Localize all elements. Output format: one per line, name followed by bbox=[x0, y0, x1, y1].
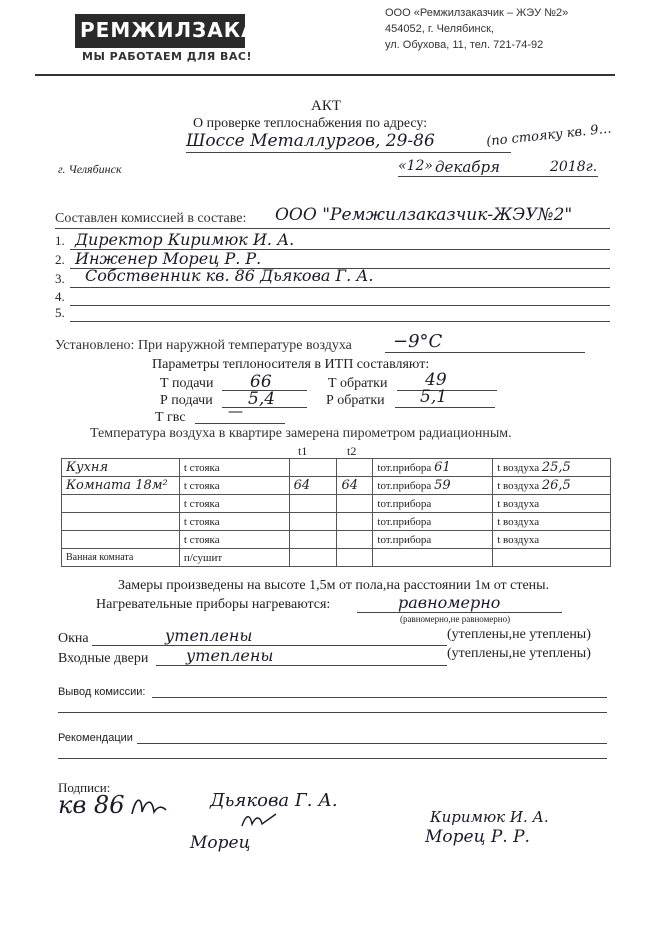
stoyak-label: t стояка bbox=[179, 513, 289, 531]
signature-scribble-owner bbox=[128, 792, 168, 820]
outdoor-temp-handwritten: −9°С bbox=[393, 331, 443, 352]
company-name: ООО «Ремжилзаказчик – ЖЭУ №2» bbox=[385, 7, 569, 19]
commission-org-handwritten: ООО "Ремжилзаказчик-ЖЭУ№2" bbox=[275, 205, 573, 225]
t2-value bbox=[337, 513, 373, 531]
air-measurement-title: Температура воздуха в квартире замерена пирометром радиационным. bbox=[90, 426, 512, 441]
stoyak-label: t стояка bbox=[179, 495, 289, 513]
company-city: 454052, г. Челябинск, bbox=[385, 23, 494, 35]
city-label: г. Челябинск bbox=[58, 162, 122, 176]
address-note-handwritten: (по стояку кв. 9… bbox=[485, 121, 613, 150]
t1-value: 64 bbox=[289, 477, 337, 495]
room-name bbox=[62, 513, 180, 531]
air-label: t воздуха bbox=[493, 531, 611, 549]
table-row bbox=[62, 477, 611, 495]
commission-label: Составлен комиссией в составе: bbox=[55, 211, 247, 226]
room-name bbox=[62, 495, 180, 513]
air-value: 25,5 bbox=[541, 460, 571, 475]
member-num-4: 4. bbox=[55, 289, 65, 304]
date-line bbox=[398, 176, 598, 177]
date-day: «12» bbox=[398, 158, 433, 174]
heating-hint: (равномерно,не равномерно) bbox=[400, 614, 511, 624]
t1-value bbox=[289, 513, 337, 531]
windows-hint: (утеплены,не утеплены) bbox=[447, 627, 591, 642]
t2-value bbox=[337, 459, 373, 477]
t-supply-value: 66 bbox=[250, 372, 272, 392]
stoyak-label: t стояка bbox=[179, 531, 289, 549]
logo-slogan: МЫ РАБОТАЕМ ДЛЯ ВАС! bbox=[82, 50, 253, 63]
member-2: Инженер Морец Р. Р. bbox=[75, 249, 262, 268]
air-cell bbox=[493, 477, 611, 495]
signature-engineer-short: Морец bbox=[190, 833, 251, 853]
params-title: Параметры теплоносителя в ИТП составляют: bbox=[152, 357, 430, 372]
stoyak-label: t стояка bbox=[179, 459, 289, 477]
date-year: 2018г. bbox=[550, 159, 598, 175]
air-label: t воздуха bbox=[493, 513, 611, 531]
company-logo: РЕМЖИЛЗАКАЗЧИК bbox=[80, 18, 326, 42]
doc-subtitle: О проверке теплоснабжения по адресу: bbox=[193, 116, 428, 131]
address-handwritten: Шоссе Металлургов, 29-86 bbox=[186, 131, 435, 151]
t-return-value: 49 bbox=[425, 370, 447, 390]
table-row bbox=[62, 513, 611, 531]
doors-value-handwritten: утеплены bbox=[186, 646, 274, 665]
p-return-label: Р обратки bbox=[326, 393, 385, 408]
signature-owner-name: Дьякова Г. А. bbox=[210, 790, 338, 811]
member-1: Директор Киримюк И. А. bbox=[75, 230, 295, 249]
p-return-value: 5,1 bbox=[420, 387, 448, 407]
room-name: Ванная комната bbox=[62, 549, 180, 567]
t2-value: 64 bbox=[337, 477, 373, 495]
room-name: Кухня bbox=[62, 459, 180, 477]
device-label: tот.прибора bbox=[377, 480, 432, 492]
member-num-2: 2. bbox=[55, 252, 65, 267]
windows-value-handwritten: утеплены bbox=[165, 626, 253, 645]
device-value: 61 bbox=[434, 460, 451, 475]
air-label: t воздуха bbox=[493, 495, 611, 513]
table-row bbox=[62, 459, 611, 477]
t-return-label: Т обратки bbox=[328, 376, 388, 391]
t1-value bbox=[289, 549, 337, 567]
device-label: tот.прибора bbox=[373, 495, 493, 513]
t-gvs-line bbox=[195, 423, 285, 424]
t1-value bbox=[289, 459, 337, 477]
member-3: Собственник кв. 86 Дьякова Г. А. bbox=[85, 266, 374, 285]
member-num-1: 1. bbox=[55, 233, 65, 248]
recommendations-line-1 bbox=[137, 743, 607, 744]
commission-line bbox=[55, 228, 610, 229]
conclusion-label: Вывод комиссии: bbox=[58, 686, 146, 698]
outdoor-temp-line bbox=[385, 352, 585, 353]
col-t2-header: t2 bbox=[347, 444, 357, 458]
air-label: t воздуха bbox=[497, 462, 540, 474]
company-address: ул. Обухова, 11, тел. 721-74-92 bbox=[385, 39, 544, 51]
t2-value bbox=[337, 531, 373, 549]
doors-line bbox=[156, 665, 447, 666]
device-label: tот.прибора bbox=[377, 462, 432, 474]
header-divider bbox=[35, 74, 615, 76]
doc-title: АКТ bbox=[311, 98, 341, 114]
col-t1-header: t1 bbox=[298, 444, 308, 458]
heating-label: Нагревательные приборы нагреваются: bbox=[96, 597, 331, 612]
heating-value-handwritten: равномерно bbox=[398, 593, 501, 612]
doors-hint: (утеплены,не утеплены) bbox=[447, 646, 591, 661]
p-supply-label: Р подачи bbox=[160, 393, 213, 408]
address-line bbox=[186, 152, 511, 153]
signature-scribble-engineer bbox=[240, 810, 280, 832]
member-line-3 bbox=[70, 287, 610, 288]
table-row bbox=[62, 495, 611, 513]
company-info bbox=[385, 5, 568, 53]
member-line-5 bbox=[70, 321, 610, 322]
member-num-3: 3. bbox=[55, 271, 65, 286]
stoyak-label: t стояка bbox=[179, 477, 289, 495]
device-label: tот.прибора bbox=[373, 513, 493, 531]
signature-director-name: Киримюк И. А. bbox=[430, 808, 549, 826]
table-row bbox=[62, 549, 611, 567]
air-label: t воздуха bbox=[497, 480, 540, 492]
device-label: tот.прибора bbox=[373, 531, 493, 549]
t2-value bbox=[337, 495, 373, 513]
p-supply-value: 5,4 bbox=[248, 389, 276, 409]
signature-owner-apartment: кв 86 bbox=[58, 791, 125, 819]
conclusion-line-1 bbox=[152, 697, 607, 698]
device-cell bbox=[373, 477, 493, 495]
member-num-5: 5. bbox=[55, 305, 65, 320]
measure-note: Замеры произведены на высоте 1,5м от пола,на расстоянии 1м от стены. bbox=[118, 578, 550, 593]
device-label bbox=[373, 549, 493, 567]
recommendations-line-2 bbox=[58, 758, 607, 759]
p-return-line bbox=[395, 407, 495, 408]
air-label bbox=[493, 549, 611, 567]
date-month: декабря bbox=[435, 158, 500, 176]
air-value: 26,5 bbox=[541, 478, 571, 493]
t2-value bbox=[337, 549, 373, 567]
t-gvs-value: — bbox=[228, 402, 243, 420]
member-line-4 bbox=[70, 305, 610, 306]
heating-line bbox=[357, 612, 562, 613]
table-row bbox=[62, 531, 611, 549]
t1-value bbox=[289, 531, 337, 549]
t1-value bbox=[289, 495, 337, 513]
device-value: 59 bbox=[434, 478, 451, 493]
device-cell bbox=[373, 459, 493, 477]
room-name bbox=[62, 531, 180, 549]
doors-label: Входные двери bbox=[58, 651, 149, 666]
stoyak-label: п/сушит bbox=[179, 549, 289, 567]
air-cell bbox=[493, 459, 611, 477]
room-name: Комната 18м² bbox=[62, 477, 180, 495]
t-gvs-label: Т гвс bbox=[155, 410, 186, 425]
signature-engineer-name: Морец Р. Р. bbox=[425, 827, 530, 847]
t-supply-label: Т подачи bbox=[160, 376, 214, 391]
windows-label: Окна bbox=[58, 631, 89, 646]
signatures-label: Подписи: bbox=[58, 780, 111, 795]
measurement-table bbox=[61, 458, 611, 567]
established-label: Установлено: При наружной температуре воздуха bbox=[55, 338, 352, 353]
conclusion-line-2 bbox=[58, 712, 607, 713]
recommendations-label: Рекомендации bbox=[58, 732, 133, 744]
